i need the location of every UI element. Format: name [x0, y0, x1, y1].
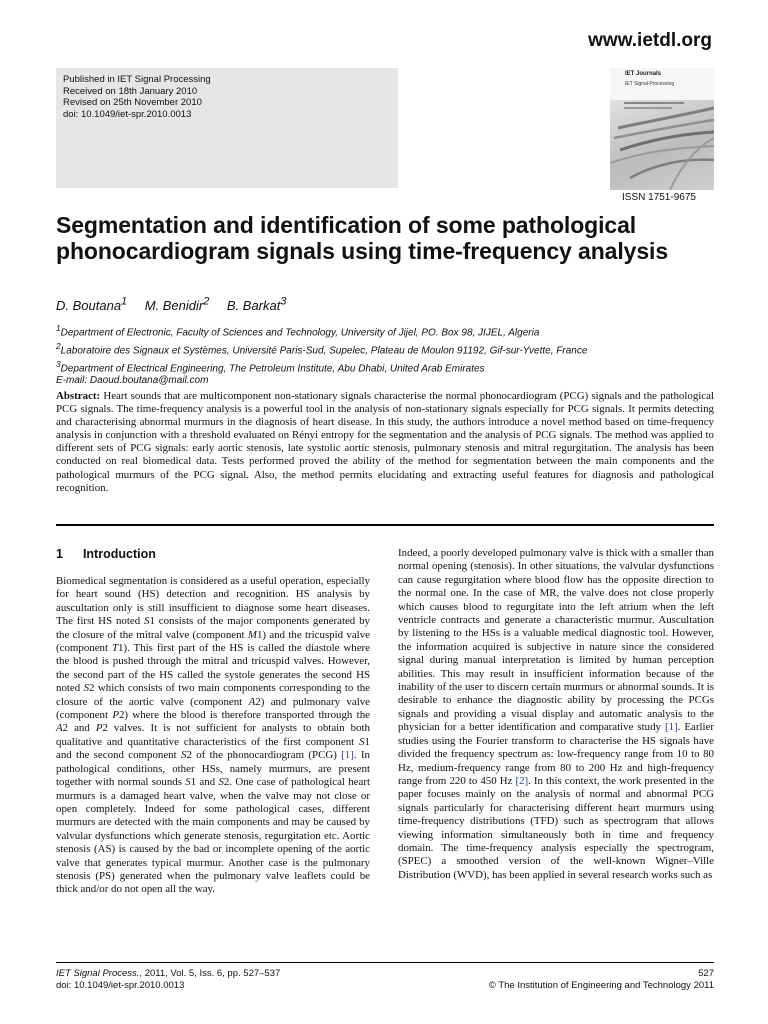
affiliations	[56, 322, 587, 388]
citation-link[interactable]: [2]	[515, 774, 529, 787]
contact-email[interactable]: E-mail: Daoud.boutana@mail.com	[56, 375, 209, 387]
cover-brand: IET Journals	[625, 71, 662, 77]
footer-divider	[56, 962, 714, 963]
citation-link[interactable]: [1]	[341, 749, 354, 762]
author: M. Benidir$^2$	[144, 296, 210, 314]
doi-header[interactable]: doi: 10.1049/iet-spr.2010.0013	[63, 108, 192, 120]
affiliation: $^1$Department of Electronic, Faculty of Sciences and Technology, University of Jijel, PO. Box 98, JIJEL, Algeria	[56, 323, 540, 339]
copyright: © The Institution of Engineering and Technology 2011	[488, 980, 714, 991]
issn: ISSN 1751-9675	[622, 192, 696, 203]
section-heading: 1 Introduction	[56, 547, 156, 561]
journal-cover-image	[610, 68, 714, 190]
footer-doi[interactable]: doi: 10.1049/iet-spr.2010.0013	[56, 980, 185, 991]
body-column-right: Indeed, a poorly developed pulmonary valve is thick with a smaller than normal opening (stenosis). In other situations, the valvular dysfunctions can cause regurgitation where blood flow has the opposite direction to the normal one. In the case of MR, the valve does not close properly which causes blood to regurgitate into the left atrium when the left ventricle contracts and generate a characteristic murmur. Auscultation by listening to the HSs is a valuable medical diagnostic tool. However, the information acquired is subjective in nature since the considered signal during manual interpretation is limited by human perception abilities. This may result in insufficient information because of the inability of the user to discern certain murmurs or abnormal sounds. It is desirable to enhance the diagnostic ability by processing the PCGs signals and providing a visual display and automatic analysis to the physician for a better identification and comparative study [1]. Earlier studies using the Fourier transform to characterise the HS signals have divided the frequency spectrum as: low-frequency range from 10 to 80 Hz, medium-frequency range from 80 to 200 Hz and high-frequency range from 220 to 450 Hz [2]. In this context, the work presented in the paper focuses mainly on the analysis of normal and abnormal PCG signals particularly for characterising different heart murmurs using time-frequency distributions (TFD) such as spectrogram that allows viewing information simultaneously both in time and frequency domain. The time-frequency analysis especially the spectrogram, (SPEC) a smoothed version of the well-known Wigner–Ville Distribution (WVD), has been applied in several research works such as	[398, 547, 714, 881]
abstract-text: Heart sounds that are multicomponent non-stationary signals characterise the normal phonocardiogram (PCG) signals and the pathological PCG signals. The time-frequency analysis is a powerful tool in the analysis of non-stationary signals especially for PCG signals. It permits detecting and characterising abnormal murmurs in the diagnosis of heart disease. In this study, the authors introduce a novel method based on time-frequency analysis in conjunction with a threshold evaluated on Rényi entropy for the segmentation and the analysis of PCG signals. The method was applied to different sets of PCG signals: early aortic stenosis, late systolic aortic stenosis, pulmonary stenosis and mitral regurgitation. The analysis has been conducted on real biomedical data. Tests performed proved the ability of the method for segmentation between the main components and the pathological murmurs of the PCG signal. Also, the method permits elucidating and extracting useful features for diagnosis and pathological recognition.	[56, 390, 714, 494]
author: B. Barkat$^3$	[226, 296, 287, 314]
received-date: Received on 18th January 2010	[63, 85, 198, 97]
affiliation: $^2$Laboratoire des Signaux et Systèmes, Université Paris-Sud, Supelec, Plateau de Moulon 91192, Gif-sur-Yvette, France	[56, 340, 588, 357]
page-number: 527	[698, 968, 714, 979]
affiliation: $^3$Department of Electrical Engineering, The Petroleum Institute, Abu Dhabi, United Arab Emirates	[56, 358, 485, 374]
publication-info-box	[56, 68, 398, 188]
site-url[interactable]: www.ietdl.org	[588, 30, 712, 51]
footer-right	[489, 968, 714, 992]
author-list	[56, 296, 300, 313]
revised-date: Revised on 25th November 2010	[63, 97, 202, 109]
abstract-label: Abstract:	[56, 390, 101, 402]
published-in: Published in IET Signal Processing	[63, 74, 211, 85]
footer-citation: IET Signal Process., 2011, Vol. 5, Iss. 6, pp. 527–537 doi: 10.1049/iet-spr.2010.0013	[56, 968, 281, 991]
article-title: Segmentation and identification of some pathological phonocardiogram signals using time-frequency analysis	[56, 212, 669, 264]
cover-artwork	[610, 68, 714, 190]
author: D. Boutana$^1$	[56, 296, 128, 314]
abstract	[56, 390, 714, 495]
body-column-left: Biomedical segmentation is considered as a useful operation, especially for heart sound (HS) detection and recognition. HS analysis by auscultation only is still insufficient to diagnose some heart diseases. The first HS noted S1 consists of the major components generated by the closure of the mitral valve (component M1) and the tricuspid valve (component T1). This first part of the HS is called the diastole where the blood is pushed through the mitral and tricuspid valves. However, the second part of the HS called the systole generates the second HS noted S2 which consists of two main components corresponding to the closure of the aortic valve (component A2) and pulmonary valve (component P2) where the blood is therefore transported through the A2 and P2 valves. It is not sufficient for analysts to obtain both qualitative and quantitative characteristics of the first component S1 and the second component S2 of the phonocardiogram (PCG) [1]. In pathological conditions, other HSs, namely murmurs, are present together with normal sounds S1 and S2. One case of pathological heart murmurs is a damaged heart valve, when the valve may not close or open completely. Indeed for some pathological cases, different murmurs are detected with the main components and may be caused by valvular dysfunctions which generate stenosis, regurgitation etc. Aortic stenosis (AS) is caused by the bad or incomplete opening of the aortic valve that generates typical murmur. Another case is the pulmonary stenosis (PS) generated when the pulmonary valve leaflets could be thick and/or do not open all the way.	[56, 575, 371, 896]
section-divider	[56, 524, 714, 526]
cover-title: IET Signal Processing	[625, 81, 675, 87]
citation-link[interactable]: [1]	[664, 721, 678, 734]
